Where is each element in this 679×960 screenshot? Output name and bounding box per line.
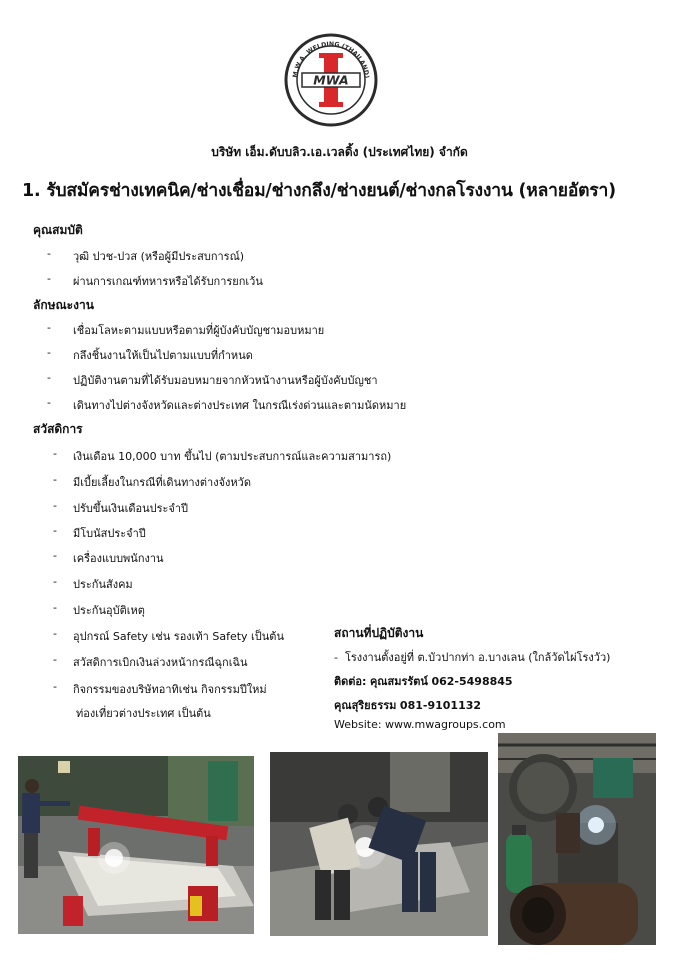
company-name: บริษัท เอ็ม.ดับบลิว.เอ.เวลดิ้ง (ประเทศไทย) จำกัด: [211, 145, 468, 159]
contact-phone: 081-9101132: [399, 699, 482, 712]
list-item-text: วุฒิ ปวช-ปวส (หรือผู้มีประสบการณ์): [73, 250, 245, 263]
qualifications-heading: คุณสมบัติ: [33, 223, 83, 237]
contact-line-1: [334, 672, 513, 690]
list-item-text: ประกันอุบัติเหตุ: [73, 604, 145, 617]
job-description-heading: ลักษณะงาน: [33, 298, 94, 312]
list-item-text: เครื่องแบบพนักงาน: [73, 552, 164, 565]
list-item-text: ปฏิบัติงานตามที่ได้รับมอบหมายจากหัวหน้างานหรือผู้บังคับบัญชา: [73, 374, 378, 387]
list-item-text: เชื่อมโลหะตามแบบหรือตามที่ผู้บังคับบัญชามอบหมาย: [73, 324, 325, 337]
contact-line-2: [334, 696, 481, 714]
cnc-cutting-machine-photo: [18, 756, 254, 934]
list-item-text: ท่องเที่ยวต่างประเทศ เป็นต้น: [76, 707, 211, 720]
list-item-text: มีโบนัสประจำปี: [73, 527, 146, 540]
list-item-text: เงินเดือน 10,000 บาท ขึ้นไป (ตามประสบการณ์และความสามารถ): [73, 450, 392, 463]
list-item-text: กิจกรรมของบริษัทอาทิเช่น กิจกรรมปีใหม่: [73, 683, 267, 696]
list-item-text: เดินทางไปต่างจังหวัดและต่างประเทศ ในกรณีเร่งด่วนและตามนัดหมาย: [73, 399, 407, 412]
page-title: 1. รับสมัครช่างเทคนิค/ช่างเชื่อม/ช่างกลึง/ช่างยนต์/ช่างกลโรงงาน (หลายอัตรา): [22, 181, 616, 201]
benefits-heading: สวัสดิการ: [33, 422, 83, 436]
list-item-text: ปรับขึ้นเงินเดือนประจำปี: [73, 502, 188, 515]
list-item-text: มีเบี้ยเลี้ยงในกรณีที่เดินทางต่างจังหวัด: [73, 476, 251, 489]
workplace-detail: - โรงงานตั้งอยู่ที่ ต.บัวปากท่า อ.บางเลน (ใกล้วัดไผ่โรงวัว): [334, 651, 611, 664]
logo-mark-text: MWA: [313, 72, 349, 88]
list-item-text: ประกันสังคม: [73, 578, 133, 591]
contact-name: คุณสุริยธรรม: [334, 699, 397, 712]
list-item-text: สวัสดิการเบิกเงินล่วงหน้ากรณีฉุกเฉิน: [73, 656, 248, 669]
list-item-text: ผ่านการเกณฑ์ทหารหรือได้รับการยกเว้น: [73, 275, 263, 288]
workplace-detail-text: โรงงานตั้งอยู่ที่ ต.บัวปากท่า อ.บางเลน (ใกล้วัดไผ่โรงวัว): [344, 651, 611, 664]
workplace-heading: สถานที่ปฏิบัติงาน: [334, 626, 424, 640]
logo-ring-text: M.W.A. WELDING (THAILAND): [291, 40, 370, 79]
website-text: Website: www.mwagroups.com: [334, 718, 506, 731]
contact-name: คุณสมรรัตน์: [369, 675, 428, 688]
contact-label: ติดต่อ:: [334, 675, 367, 688]
list-item-text: อุปกรณ์ Safety เช่น รองเท้า Safety เป็นต้น: [73, 630, 284, 643]
contact-phone: 062-5498845: [431, 675, 513, 688]
factory-welding-photo: [498, 733, 656, 945]
list-item-text: กลึงชิ้นงานให้เป็นไปตามแบบที่กำหนด: [73, 349, 253, 362]
welding-workers-photo: [270, 752, 488, 936]
company-logo: [284, 33, 378, 127]
